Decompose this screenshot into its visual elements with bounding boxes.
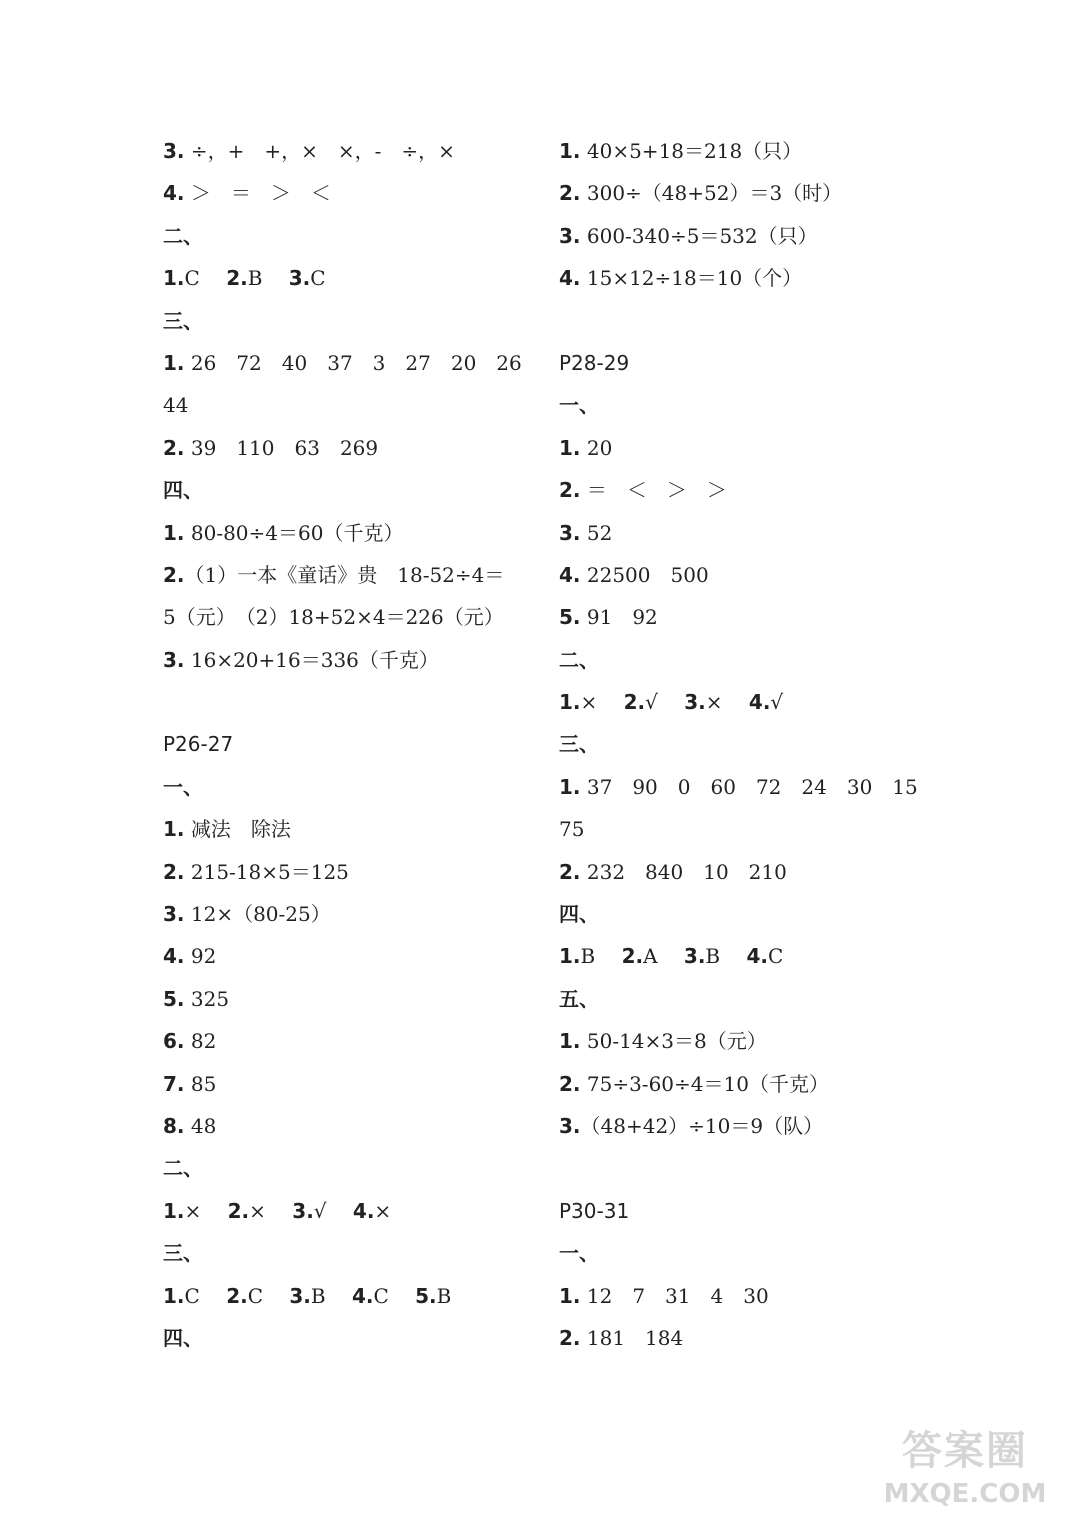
answer-text: B bbox=[580, 944, 596, 969]
answer-line bbox=[559, 512, 979, 554]
answer-line bbox=[163, 427, 543, 469]
answer-line bbox=[163, 851, 543, 893]
answer-text: C bbox=[247, 1283, 264, 1308]
section-heading: 二、 bbox=[163, 1156, 203, 1181]
answer-text: 16×20+16＝336（千克） bbox=[184, 647, 439, 672]
question-number: 4. bbox=[748, 690, 771, 715]
answer-text: A bbox=[643, 944, 658, 969]
answer-text: 37 90 0 60 72 24 30 15 bbox=[580, 774, 918, 799]
answer-text: 75 bbox=[559, 817, 585, 842]
answer-text: 12×（80-25） bbox=[184, 902, 331, 927]
answer-text: 48 bbox=[184, 1113, 217, 1138]
right-answer-column bbox=[559, 130, 979, 1359]
answer-line bbox=[163, 1020, 543, 1062]
question-number: 3. bbox=[559, 520, 581, 545]
question-number: 7. bbox=[163, 1071, 185, 1096]
answer-text: 52 bbox=[580, 520, 613, 545]
answer-line bbox=[163, 978, 543, 1020]
answer-line bbox=[559, 469, 979, 511]
answer-text: 50-14×3＝8（元） bbox=[580, 1029, 767, 1054]
answer-text: × bbox=[249, 1198, 266, 1223]
question-number: 4. bbox=[163, 181, 185, 206]
answer-text: B bbox=[705, 944, 721, 969]
answer-line bbox=[559, 1020, 979, 1062]
answer-line bbox=[559, 808, 979, 850]
question-number: 6. bbox=[163, 1029, 185, 1054]
answer-text: √ bbox=[770, 690, 784, 715]
answer-line bbox=[163, 639, 543, 681]
question-number: 1. bbox=[559, 1029, 581, 1054]
watermark-domain-text: MXQE.COM bbox=[883, 1479, 1047, 1509]
question-number: 2. bbox=[226, 1283, 248, 1308]
answer-text: 39 110 63 269 bbox=[184, 435, 379, 460]
question-number: 2. bbox=[623, 690, 646, 715]
answer-line bbox=[559, 1063, 979, 1105]
spacer bbox=[559, 1147, 979, 1189]
answer-text: 15×12÷18＝10（个） bbox=[580, 266, 803, 291]
page-range-label: P28-29 bbox=[559, 350, 630, 375]
answer-line bbox=[163, 257, 543, 299]
question-number: 2. bbox=[559, 859, 581, 884]
answer-line bbox=[163, 1275, 543, 1317]
answer-text: √ bbox=[313, 1198, 327, 1223]
section-heading: 一、 bbox=[559, 1241, 599, 1266]
answer-line bbox=[163, 596, 543, 638]
question-number: 2. bbox=[163, 859, 185, 884]
question-number: 4. bbox=[559, 562, 581, 587]
question-number: 1. bbox=[163, 1283, 185, 1308]
question-number: 2. bbox=[559, 181, 581, 206]
spacer bbox=[559, 300, 979, 342]
answer-line bbox=[559, 1317, 979, 1359]
question-number: 3. bbox=[559, 223, 581, 248]
answer-line bbox=[559, 681, 979, 723]
answer-line bbox=[559, 172, 979, 214]
answer-line bbox=[163, 1063, 543, 1105]
section-heading: 二、 bbox=[163, 223, 203, 248]
question-number: 1. bbox=[559, 139, 581, 163]
answer-text: 600-340÷5＝532（只） bbox=[580, 223, 818, 248]
answer-text: 26 72 40 37 3 27 20 26 bbox=[184, 350, 522, 375]
answer-text: × bbox=[184, 1198, 202, 1223]
question-number: 2. bbox=[559, 478, 581, 503]
answer-text: C bbox=[184, 266, 200, 291]
answer-line bbox=[163, 342, 543, 384]
question-number: 4. bbox=[352, 1198, 375, 1223]
question-number: 1. bbox=[163, 520, 185, 545]
answer-line bbox=[163, 512, 543, 554]
question-number: 2. bbox=[226, 266, 248, 291]
answer-text: × bbox=[374, 1198, 392, 1223]
question-number: 3. bbox=[288, 266, 311, 291]
question-number: 3. bbox=[289, 1283, 311, 1308]
answer-line bbox=[559, 427, 979, 469]
answer-line bbox=[559, 554, 979, 596]
answer-line bbox=[559, 766, 979, 808]
answer-text: 82 bbox=[184, 1029, 217, 1054]
answer-line bbox=[163, 554, 543, 596]
answer-text: 减法 除法 bbox=[184, 817, 291, 842]
question-number: 2. bbox=[163, 562, 185, 587]
answer-text: 40×5+18＝218（只） bbox=[580, 139, 803, 163]
question-number: 3. bbox=[684, 690, 706, 715]
answer-text: （1）一本《童话》贵 18-52÷4＝ bbox=[184, 562, 505, 587]
section-heading: 四、 bbox=[163, 1325, 203, 1350]
answer-line bbox=[559, 257, 979, 299]
answer-line bbox=[163, 1190, 543, 1232]
answer-line bbox=[163, 172, 543, 214]
answer-line bbox=[559, 130, 979, 172]
section-heading: 五、 bbox=[559, 986, 599, 1011]
section-heading: 四、 bbox=[163, 478, 203, 503]
answer-text: ÷，+ +，× ×，- ÷，× bbox=[184, 139, 455, 163]
answer-line bbox=[559, 935, 979, 977]
section-heading: 二、 bbox=[559, 647, 599, 672]
question-number: 4. bbox=[746, 944, 768, 969]
question-number: 3. bbox=[292, 1198, 314, 1223]
answer-line bbox=[559, 1105, 979, 1147]
question-number: 1. bbox=[163, 817, 185, 842]
answer-text: × bbox=[705, 690, 723, 715]
answer-text: B bbox=[310, 1283, 326, 1308]
answer-line bbox=[163, 935, 543, 977]
answer-line bbox=[559, 1275, 979, 1317]
section-heading: 四、 bbox=[559, 902, 599, 927]
answer-text: 300÷（48+52）＝3（时） bbox=[580, 181, 843, 206]
watermark-logo bbox=[880, 1425, 1050, 1515]
answer-text: 92 bbox=[184, 944, 217, 969]
section-heading: 一、 bbox=[163, 774, 203, 799]
question-number: 1. bbox=[559, 944, 581, 969]
question-number: 3. bbox=[683, 944, 706, 969]
question-number: 5. bbox=[163, 986, 185, 1011]
answer-text: 5（元） （2）18+52×4＝226（元） bbox=[163, 605, 504, 630]
question-number: 4. bbox=[559, 266, 581, 291]
answer-text: √ bbox=[645, 690, 658, 715]
answer-text: 181 184 bbox=[580, 1325, 684, 1350]
question-number: 1. bbox=[559, 774, 581, 799]
answer-text: ＞ ＝ ＞ ＜ bbox=[184, 181, 331, 206]
question-number: 1. bbox=[163, 1198, 185, 1223]
answer-text: 75÷3-60÷4＝10（千克） bbox=[580, 1071, 829, 1096]
section-heading: 三、 bbox=[163, 1241, 203, 1266]
question-number: 2. bbox=[621, 944, 644, 969]
answer-line bbox=[559, 596, 979, 638]
question-number: 1. bbox=[559, 690, 581, 715]
question-number: 4. bbox=[163, 944, 185, 969]
answer-line bbox=[559, 215, 979, 257]
answer-text: 85 bbox=[184, 1071, 217, 1096]
question-number: 3. bbox=[163, 139, 185, 163]
answer-text: × bbox=[580, 690, 598, 715]
answer-text: B bbox=[247, 266, 263, 291]
answer-text: 91 92 bbox=[580, 605, 658, 630]
answer-text: B bbox=[436, 1283, 452, 1308]
question-number: 3. bbox=[163, 902, 185, 927]
answer-text: 232 840 10 210 bbox=[580, 859, 787, 884]
section-heading: 三、 bbox=[559, 732, 599, 757]
question-number: 3. bbox=[163, 647, 185, 672]
answer-text: （48+42）÷10＝9（队） bbox=[580, 1113, 824, 1138]
answer-text: 215-18×5＝125 bbox=[184, 859, 349, 884]
answer-text: C bbox=[184, 1283, 200, 1308]
answer-text: ＝ ＜ ＞ ＞ bbox=[580, 478, 727, 503]
question-number: 5. bbox=[559, 605, 581, 630]
answer-line bbox=[163, 893, 543, 935]
spacer bbox=[163, 681, 543, 723]
answer-line bbox=[163, 384, 543, 426]
answer-line bbox=[163, 808, 543, 850]
answer-text: 325 bbox=[184, 986, 230, 1011]
answer-text: 80-80÷4＝60（千克） bbox=[184, 520, 404, 545]
section-heading: 三、 bbox=[163, 308, 203, 333]
answer-text: C bbox=[768, 944, 784, 969]
answer-text: 12 7 31 4 30 bbox=[580, 1283, 769, 1308]
answer-line bbox=[163, 130, 543, 172]
question-number: 1. bbox=[163, 266, 185, 291]
question-number: 1. bbox=[559, 435, 581, 460]
answer-text: C bbox=[310, 266, 326, 291]
question-number: 1. bbox=[559, 1283, 581, 1308]
left-answer-column bbox=[163, 130, 543, 1359]
section-heading: 一、 bbox=[559, 393, 599, 418]
question-number: 5. bbox=[415, 1283, 437, 1308]
question-number: 2. bbox=[163, 435, 185, 460]
page-range-label: P30-31 bbox=[559, 1198, 630, 1223]
question-number: 2. bbox=[559, 1325, 581, 1350]
answer-text: C bbox=[373, 1283, 389, 1308]
page-range-label: P26-27 bbox=[163, 732, 234, 757]
answer-text: 22500 500 bbox=[580, 562, 709, 587]
answer-line bbox=[163, 1105, 543, 1147]
watermark-logo-text: 答案圈 bbox=[902, 1428, 1028, 1474]
question-number: 4. bbox=[351, 1283, 374, 1308]
question-number: 1. bbox=[163, 350, 185, 375]
question-number: 2. bbox=[227, 1198, 250, 1223]
question-number: 3. bbox=[559, 1113, 581, 1138]
answer-text: 44 bbox=[163, 393, 189, 418]
question-number: 8. bbox=[163, 1113, 185, 1138]
answer-text: 20 bbox=[580, 435, 613, 460]
question-number: 2. bbox=[559, 1071, 581, 1096]
answer-line bbox=[559, 851, 979, 893]
